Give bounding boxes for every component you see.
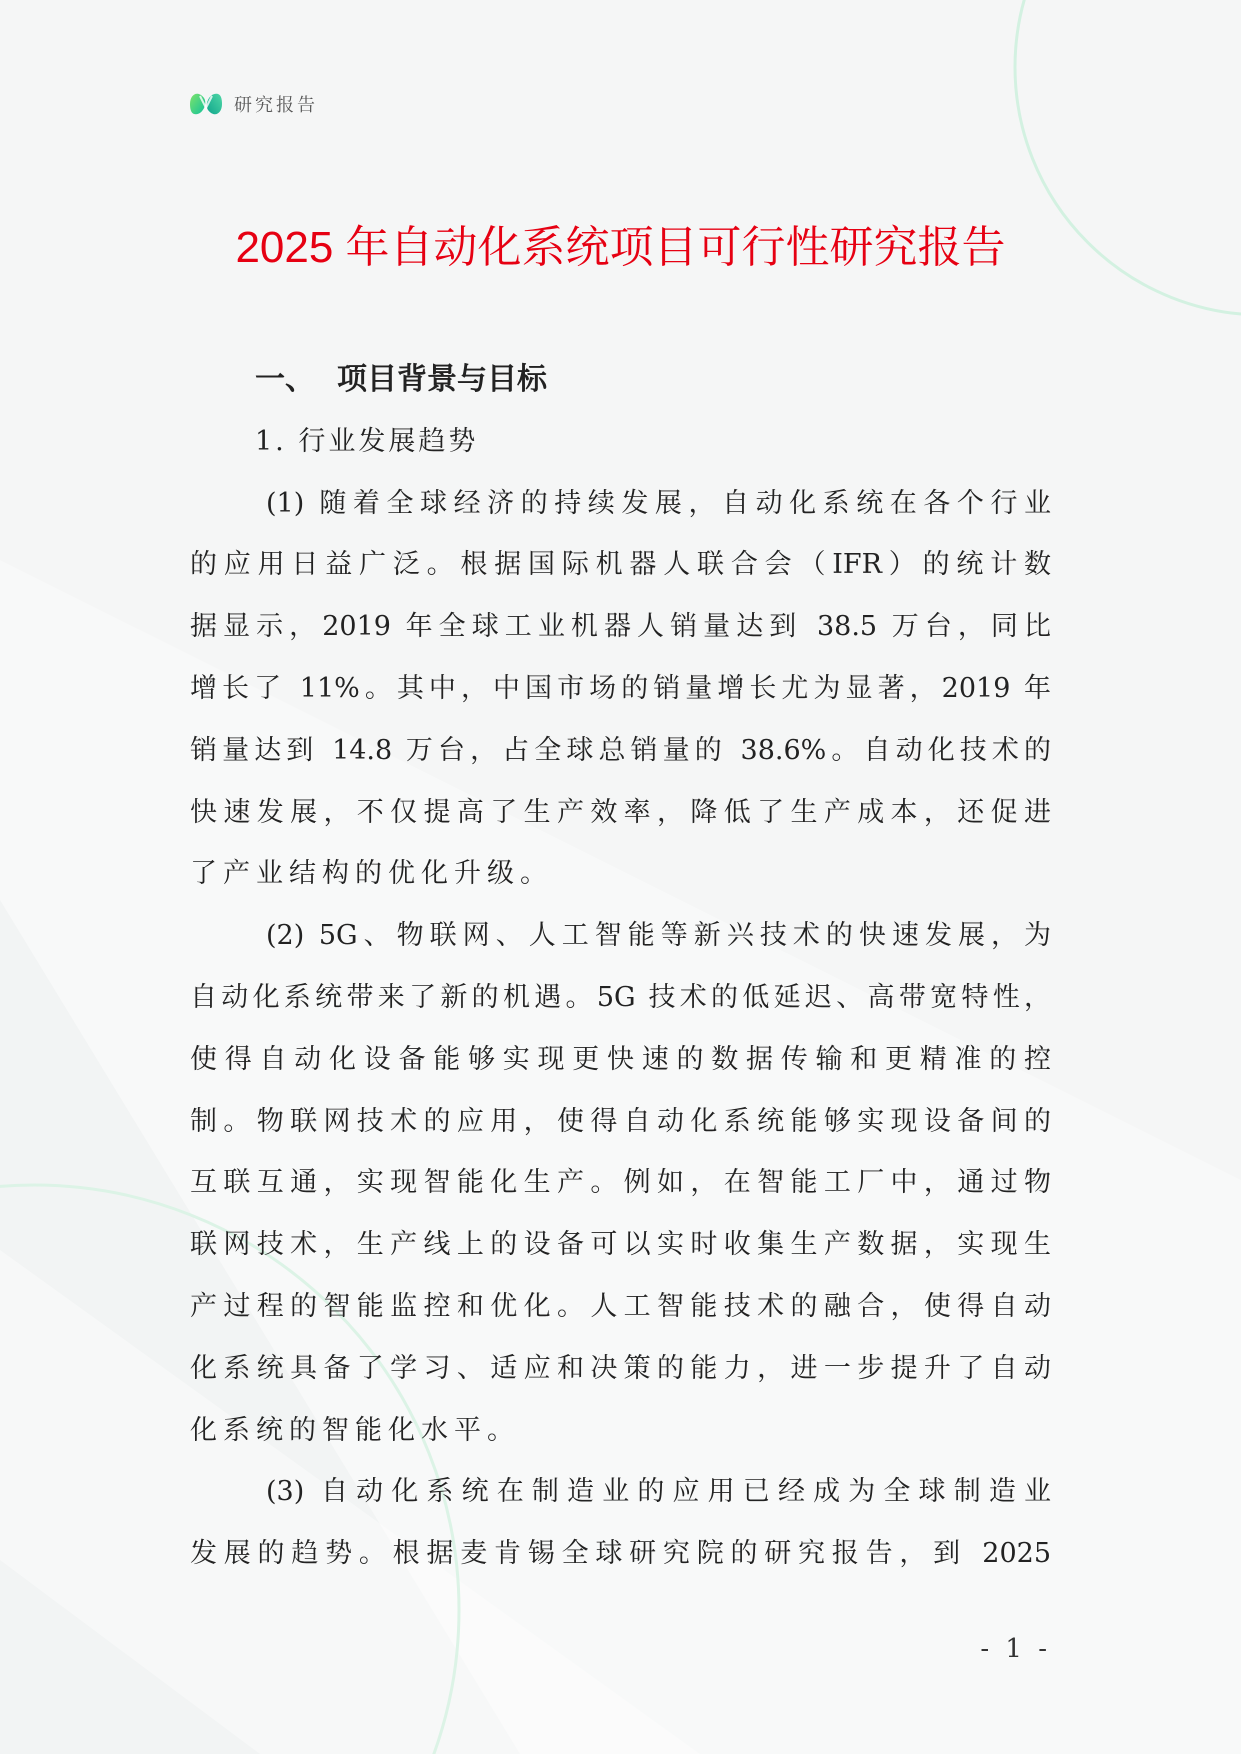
paragraph-line: 发展的趋势。根据麦肯锡全球研究院的研究报告，到 2025 xyxy=(190,1538,1051,1570)
paragraph-line: 联网技术，生产线上的设备可以实时收集生产数据，实现生 xyxy=(190,1229,1051,1261)
page-number: - 1 - xyxy=(980,1634,1051,1664)
subsection-heading: 1. 行业发展趋势 xyxy=(255,425,479,457)
paragraph-line: 产过程的智能监控和优化。人工智能技术的融合，使得自动 xyxy=(190,1290,1051,1322)
paragraph-line: (1) 随着全球经济的持续发展，自动化系统在各个行业 xyxy=(266,487,1051,519)
paragraph-line: 互联互通，实现智能化生产。例如，在智能工厂中，通过物 xyxy=(190,1167,1051,1199)
paragraph-line: 化系统具备了学习、适应和决策的能力，进一步提升了自动 xyxy=(190,1352,1051,1384)
paragraph-line: 自动化系统带来了新的机遇。5G 技术的低延迟、高带宽特性， xyxy=(190,981,1051,1013)
paragraph-line: 制。物联网技术的应用，使得自动化系统能够实现设备间的 xyxy=(190,1105,1051,1137)
logo-icon xyxy=(188,88,224,120)
header-label: 研究报告 xyxy=(234,95,318,116)
paragraph-line: (3) 自动化系统在制造业的应用已经成为全球制造业 xyxy=(266,1476,1051,1508)
paragraph-line: (2) 5G、物联网、人工智能等新兴技术的快速发展，为 xyxy=(266,920,1051,952)
paragraph-line: 化系统的智能化水平。 xyxy=(190,1414,520,1446)
paragraph-line: 了产业结构的优化升级。 xyxy=(190,858,553,890)
document-title: 2025 年自动化系统项目可行性研究报告 xyxy=(235,223,1006,272)
section-heading xyxy=(190,349,1051,411)
paragraph-line: 据显示，2019 年全球工业机器人销量达到 38.5 万台，同比 xyxy=(190,611,1051,643)
section-number: 一、 xyxy=(255,363,315,396)
paragraph-line: 的应用日益广泛。根据国际机器人联合会（IFR）的统计数 xyxy=(190,549,1051,581)
document-body xyxy=(190,349,1051,1585)
report-header xyxy=(188,88,318,120)
paragraph-line: 快速发展，不仅提高了生产效率，降低了生产成本，还促进 xyxy=(190,796,1051,828)
paragraph-line: 使得自动化设备能够实现更快速的数据传输和更精准的控 xyxy=(190,1043,1051,1075)
section-title: 项目背景与目标 xyxy=(337,363,547,396)
paragraph-line: 增长了 11%。其中，中国市场的销量增长尤为显著，2019 年 xyxy=(190,672,1051,704)
paragraph-line: 销量达到 14.8 万台，占全球总销量的 38.6%。自动化技术的 xyxy=(190,734,1051,766)
